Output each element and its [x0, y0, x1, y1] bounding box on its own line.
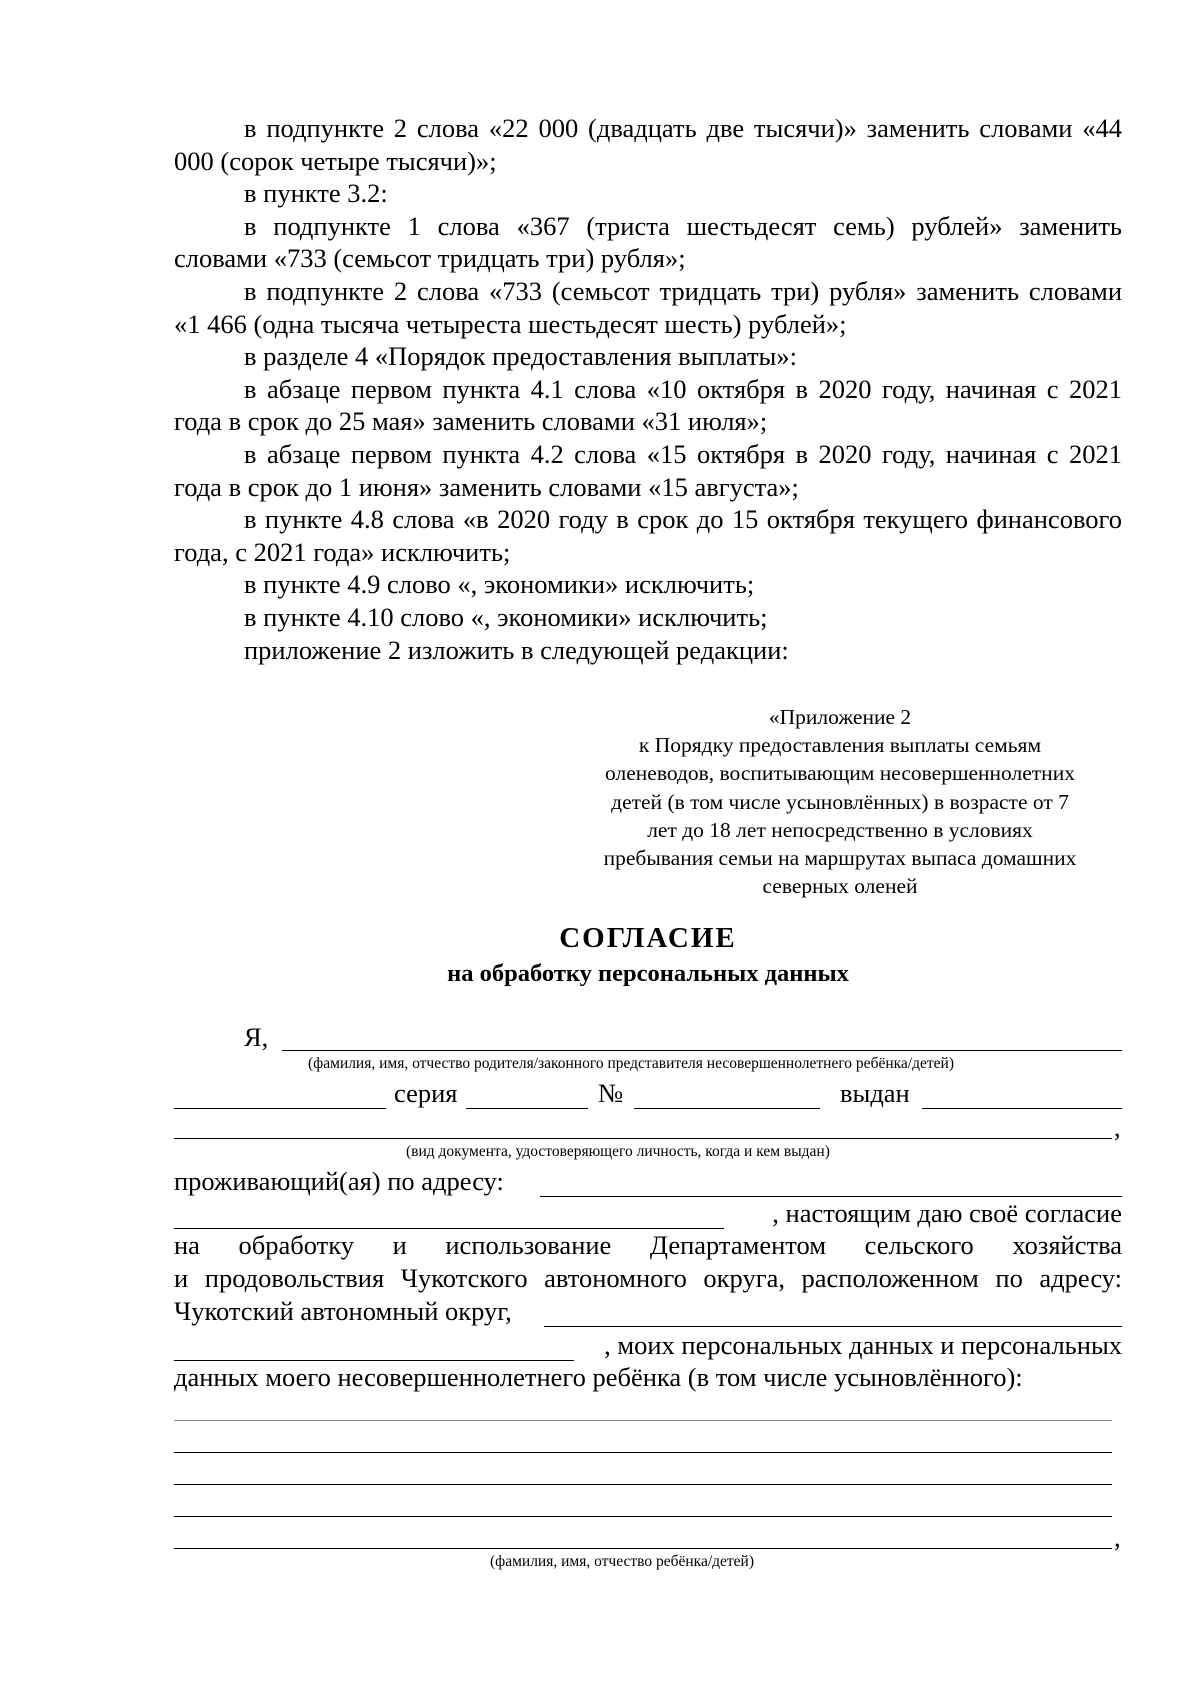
issued-field[interactable]: [922, 1108, 1122, 1109]
paragraph: в абзаце первом пункта 4.1 слова «10 октября в 2020 году, начиная с 2021 года в срок до 25 мая» заменить словами «31 июля»;: [174, 373, 1122, 437]
child-name-caption: (фамилия, имя, отчество ребёнка/детей): [490, 1553, 754, 1570]
okrug-address-field[interactable]: [544, 1326, 1122, 1327]
paragraph: в разделе 4 «Порядок предоставления выплаты»:: [244, 341, 797, 372]
appendix-line: «Приложение 2: [768, 705, 912, 729]
document-type-field[interactable]: [174, 1108, 386, 1109]
ya-label: Я,: [244, 1022, 269, 1052]
appendix-line: оленеводов, воспитывающим несовершеннолетних: [605, 761, 1075, 786]
address-field[interactable]: [540, 1196, 1122, 1197]
child-name-field[interactable]: [174, 1452, 1112, 1453]
processing-text: и продовольствия Чукотского автономного округа, расположенном по адресу:: [174, 1263, 1122, 1293]
address-label: проживающий(ая) по адресу:: [174, 1166, 504, 1196]
consent-text: , настоящим даю своё согласие: [772, 1198, 1122, 1228]
paragraph: в пункте 4.9 слово «, экономики» исключить;: [244, 569, 755, 600]
child-name-field[interactable]: [174, 1484, 1112, 1485]
number-label: №: [598, 1078, 624, 1108]
child-name-field[interactable]: [174, 1548, 1112, 1549]
my-data-text: , моих персональных данных и персональных: [604, 1330, 1122, 1360]
appendix-line: лет до 18 лет непосредственно в условиях: [647, 817, 1033, 842]
issued-label: выдан: [840, 1078, 910, 1108]
paragraph: в подпункте 2 слова «22 000 (двадцать две тысячи)» заменить словами «44 000 (сорок четыре тысячи)»;: [174, 113, 1122, 176]
form-title: СОГЛАСИЕ: [559, 922, 737, 954]
appendix-line: пребывания семьи на маршрутах выпаса домашних: [603, 846, 1077, 871]
paragraph: в абзаце первом пункта 4.2 слова «15 октября в 2020 году, начиная с 2021 года в срок до 1 июня» заменить словами «15 августа»;: [174, 438, 1122, 502]
paragraph: приложение 2 изложить в следующей редакции:: [244, 634, 789, 665]
document-details-field[interactable]: [174, 1138, 1112, 1139]
document-caption: (вид документа, удостоверяющего личность, когда и кем выдан): [406, 1143, 830, 1160]
parent-name-caption: (фамилия, имя, отчество родителя/законного представителя несовершеннолетнего ребёнка/детей): [308, 1055, 954, 1072]
comma: ,: [1114, 1522, 1121, 1552]
child-name-field[interactable]: [174, 1516, 1112, 1517]
processing-text: на обработку и использование Департаментом сельского хозяйства: [174, 1230, 1122, 1260]
number-field[interactable]: [634, 1108, 820, 1109]
paragraph: в подпункте 2 слова «733 (семьсот тридцать три) рубля» заменить словами «1 466 (одна тысяча четыреста шестьдесят шесть) рублей»;: [174, 275, 1122, 339]
paragraph: в пункте 3.2:: [244, 178, 388, 209]
okrug-address-field-continued[interactable]: [174, 1360, 574, 1361]
address-field-continued[interactable]: [174, 1228, 724, 1229]
parent-name-field[interactable]: [282, 1050, 1122, 1051]
child-data-text: данных моего несовершеннолетнего ребёнка (в том числе усыновлённого):: [174, 1362, 1023, 1392]
appendix-line: детей (в том числе усыновлённых) в возрасте от 7: [611, 789, 1069, 814]
okrug-label: Чукотский автономный округ,: [174, 1296, 512, 1326]
form-subtitle: на обработку персональных данных: [447, 960, 849, 987]
paragraph: в пункте 4.10 слово «, экономики» исключить;: [244, 601, 768, 632]
child-name-field[interactable]: [174, 1420, 1112, 1421]
appendix-line: северных оленей: [762, 874, 918, 899]
series-field[interactable]: [466, 1108, 588, 1109]
appendix-line: к Порядку предоставления выплаты семьям: [638, 733, 1042, 758]
series-label: серия: [394, 1078, 458, 1108]
paragraph: в пункте 4.8 слова «в 2020 году в срок до 15 октября текущего финансового года, с 2021 года» исключить;: [174, 504, 1122, 567]
comma: ,: [1114, 1112, 1121, 1142]
consent-form: [174, 0, 1122, 1698]
paragraph: в подпункте 1 слова «367 (триста шестьдесят семь) рублей» заменить словами «733 (семьсот тридцать три) рубля»;: [174, 210, 1122, 274]
